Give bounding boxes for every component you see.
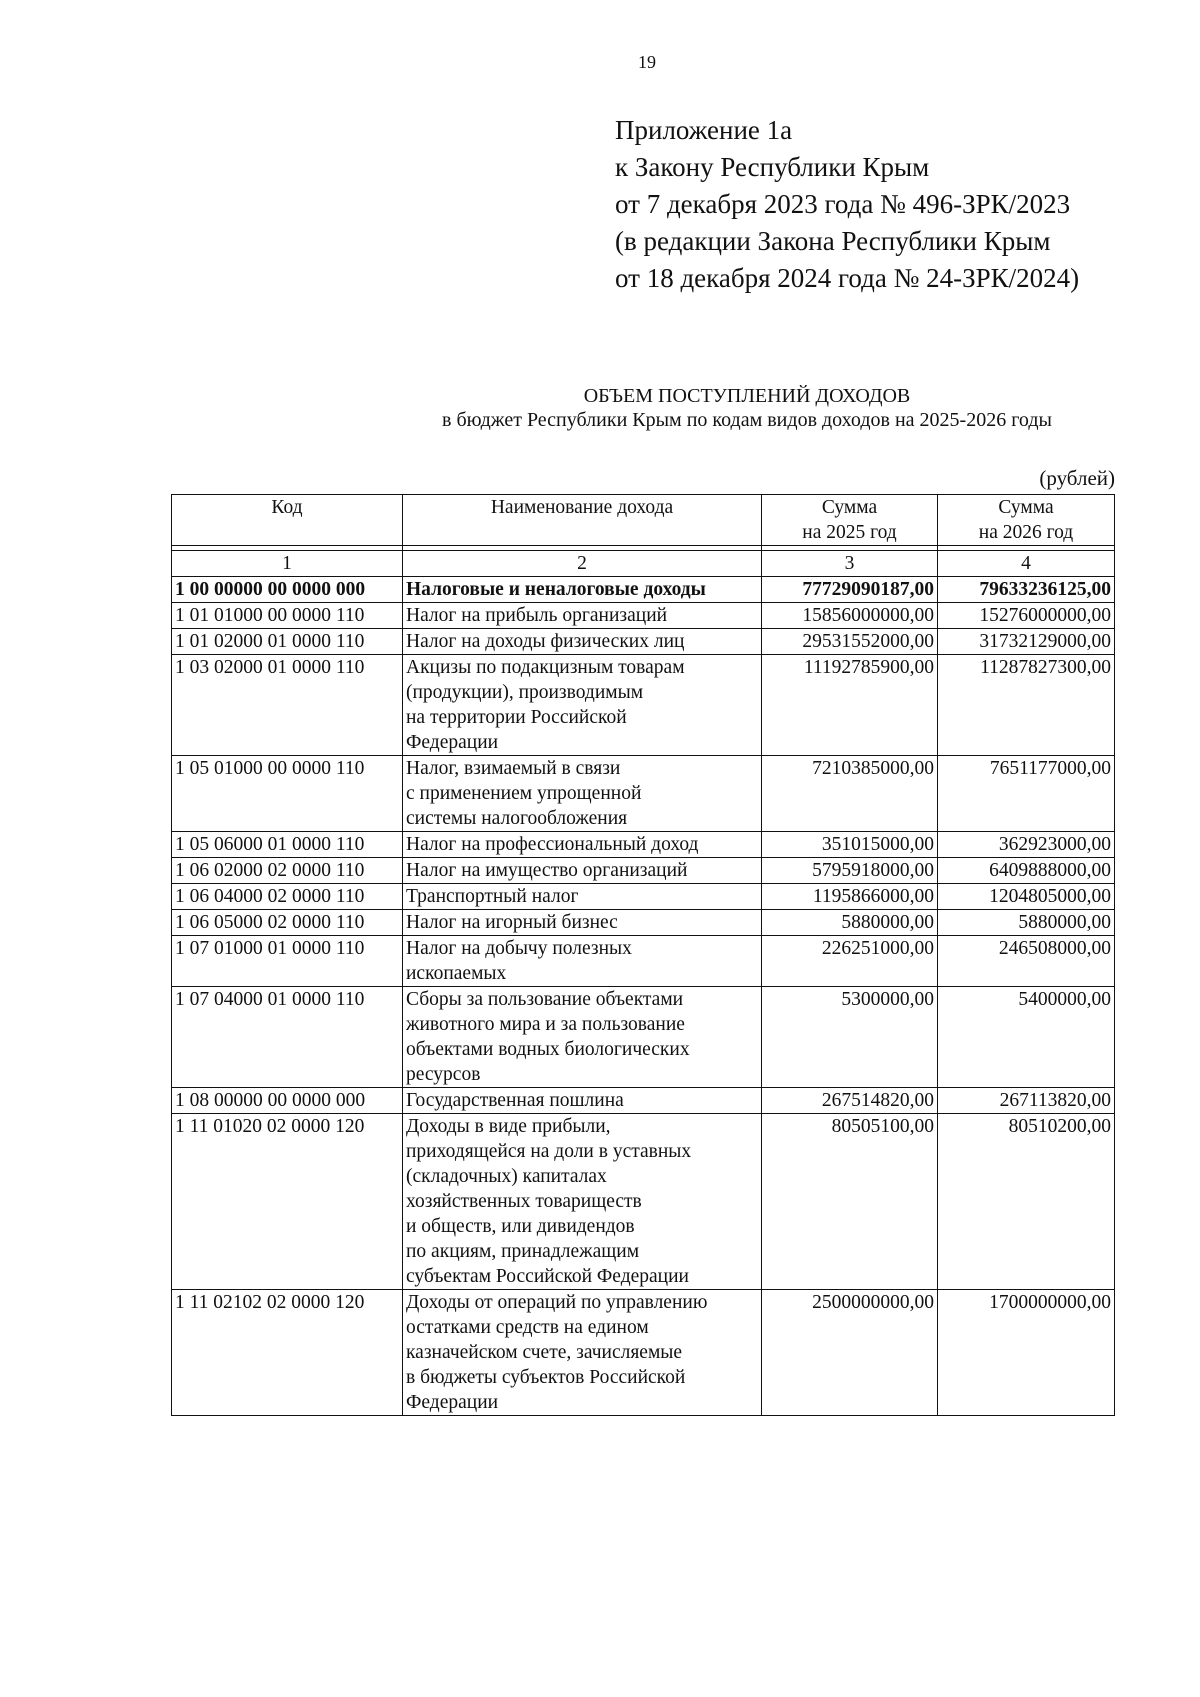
row-sum-2025: 5795918000,00 — [762, 858, 938, 884]
row-code: 1 05 06000 01 0000 110 — [172, 832, 403, 858]
row-sum-2026: 80510200,00 — [938, 1114, 1115, 1290]
row-code: 1 01 01000 00 0000 110 — [172, 603, 403, 629]
column-number: 4 — [938, 551, 1115, 577]
row-code: 1 06 02000 02 0000 110 — [172, 858, 403, 884]
row-sum-2026: 79633236125,00 — [938, 577, 1115, 603]
units-label: (рублей) — [1039, 466, 1115, 490]
row-code: 1 03 02000 01 0000 110 — [172, 655, 403, 756]
title-subtitle: в бюджет Республики Крым по кодам видов доходов на 2025-2026 годы — [442, 409, 1052, 431]
header-sum-2026-line2: на 2026 год — [978, 522, 1074, 543]
row-sum-2025: 267514820,00 — [762, 1088, 938, 1114]
table-row — [172, 603, 1115, 629]
row-name: Налог на профессиональный доход — [403, 832, 762, 858]
row-sum-2026: 1204805000,00 — [938, 884, 1115, 910]
header-sum-2025-line2: на 2025 год — [802, 522, 897, 543]
appendix-line: от 7 декабря 2023 года № 496-ЗРК/2023 — [615, 189, 1071, 219]
appendix-line: (в редакции Закона Республики Крым — [615, 226, 1051, 256]
row-sum-2026: 6409888000,00 — [938, 858, 1115, 884]
header-name: Наименование дохода — [403, 495, 762, 546]
header-code: Код — [172, 495, 403, 546]
row-sum-2026: 31732129000,00 — [938, 629, 1115, 655]
row-sum-2025: 11192785900,00 — [762, 655, 938, 756]
row-sum-2026: 362923000,00 — [938, 832, 1115, 858]
row-sum-2025: 226251000,00 — [762, 936, 938, 987]
table-row — [172, 655, 1115, 756]
row-name: Транспортный налог — [403, 884, 762, 910]
row-sum-2026: 1700000000,00 — [938, 1290, 1115, 1416]
row-code: 1 07 01000 01 0000 110 — [172, 936, 403, 987]
row-code: 1 11 02102 02 0000 120 — [172, 1290, 403, 1416]
row-sum-2026: 15276000000,00 — [938, 603, 1115, 629]
row-sum-2025: 351015000,00 — [762, 832, 938, 858]
row-name: Доходы в виде прибыли, приходящейся на доли в уставных (складочных) капиталах хозяйственных товариществ и обществ, или дивидендов по акциям, принадлежащим субъектам Российской Федерации — [403, 1114, 762, 1290]
row-sum-2025: 77729090187,00 — [762, 577, 938, 603]
income-table — [171, 494, 1115, 1416]
table-row — [172, 1114, 1115, 1290]
row-sum-2025: 29531552000,00 — [762, 629, 938, 655]
row-code: 1 06 05000 02 0000 110 — [172, 910, 403, 936]
column-number: 2 — [403, 551, 762, 577]
row-sum-2026: 7651177000,00 — [938, 756, 1115, 832]
table-row — [172, 577, 1115, 603]
row-name: Налог на имущество организаций — [403, 858, 762, 884]
row-name: Налоговые и неналоговые доходы — [403, 577, 762, 603]
row-sum-2025: 1195866000,00 — [762, 884, 938, 910]
row-code: 1 05 01000 00 0000 110 — [172, 756, 403, 832]
row-sum-2026: 5400000,00 — [938, 987, 1115, 1088]
row-code: 1 00 00000 00 0000 000 — [172, 577, 403, 603]
appendix-header — [615, 112, 1079, 297]
row-code: 1 01 02000 01 0000 110 — [172, 629, 403, 655]
row-sum-2025: 5300000,00 — [762, 987, 938, 1088]
row-name: Налог на доходы физических лиц — [403, 629, 762, 655]
table-row — [172, 1290, 1115, 1416]
row-sum-2025: 7210385000,00 — [762, 756, 938, 832]
header-sum-2025-line1: Сумма — [821, 497, 878, 518]
row-code: 1 08 00000 00 0000 000 — [172, 1088, 403, 1114]
table-header-row — [172, 495, 1115, 546]
row-code: 1 07 04000 01 0000 110 — [172, 987, 403, 1088]
row-name: Доходы от операций по управлению остатками средств на едином казначейском счете, зачисляемые в бюджеты субъектов Российской Федерации — [403, 1290, 762, 1416]
table-row — [172, 884, 1115, 910]
row-code: 1 06 04000 02 0000 110 — [172, 884, 403, 910]
title-main: ОБЪЕМ ПОСТУПЛЕНИЙ ДОХОДОВ — [583, 385, 911, 407]
row-name: Акцизы по подакцизным товарам (продукции), производимым на территории Российской Федерации — [403, 655, 762, 756]
row-sum-2025: 5880000,00 — [762, 910, 938, 936]
document-title — [0, 384, 1200, 432]
row-sum-2026: 267113820,00 — [938, 1088, 1115, 1114]
row-sum-2025: 80505100,00 — [762, 1114, 938, 1290]
header-sum-2025 — [762, 495, 938, 546]
row-code: 1 11 01020 02 0000 120 — [172, 1114, 403, 1290]
table-row — [172, 1088, 1115, 1114]
row-sum-2025: 2500000000,00 — [762, 1290, 938, 1416]
table-row — [172, 832, 1115, 858]
table-row — [172, 756, 1115, 832]
table-row — [172, 987, 1115, 1088]
row-sum-2026: 11287827300,00 — [938, 655, 1115, 756]
table-row — [172, 936, 1115, 987]
page-number: 19 — [638, 52, 656, 72]
column-number: 3 — [762, 551, 938, 577]
column-number-row — [172, 551, 1115, 577]
row-sum-2026: 5880000,00 — [938, 910, 1115, 936]
table-row — [172, 629, 1115, 655]
row-name: Государственная пошлина — [403, 1088, 762, 1114]
header-sum-2026-line1: Сумма — [998, 497, 1054, 518]
appendix-line: к Закону Республики Крым — [615, 152, 930, 182]
row-sum-2025: 15856000000,00 — [762, 603, 938, 629]
header-sum-2026 — [938, 495, 1115, 546]
table-row — [172, 858, 1115, 884]
appendix-line: от 18 декабря 2024 года № 24-ЗРК/2024) — [615, 263, 1080, 293]
row-name: Налог, взимаемый в связи с применением упрощенной системы налогообложения — [403, 756, 762, 832]
row-sum-2026: 246508000,00 — [938, 936, 1115, 987]
row-name: Сборы за пользование объектами животного мира и за пользование объектами водных биологических ресурсов — [403, 987, 762, 1088]
row-name: Налог на прибыль организаций — [403, 603, 762, 629]
row-name: Налог на добычу полезных ископаемых — [403, 936, 762, 987]
appendix-line: Приложение 1а — [615, 115, 793, 145]
row-name: Налог на игорный бизнес — [403, 910, 762, 936]
column-number: 1 — [172, 551, 403, 577]
table-row — [172, 910, 1115, 936]
